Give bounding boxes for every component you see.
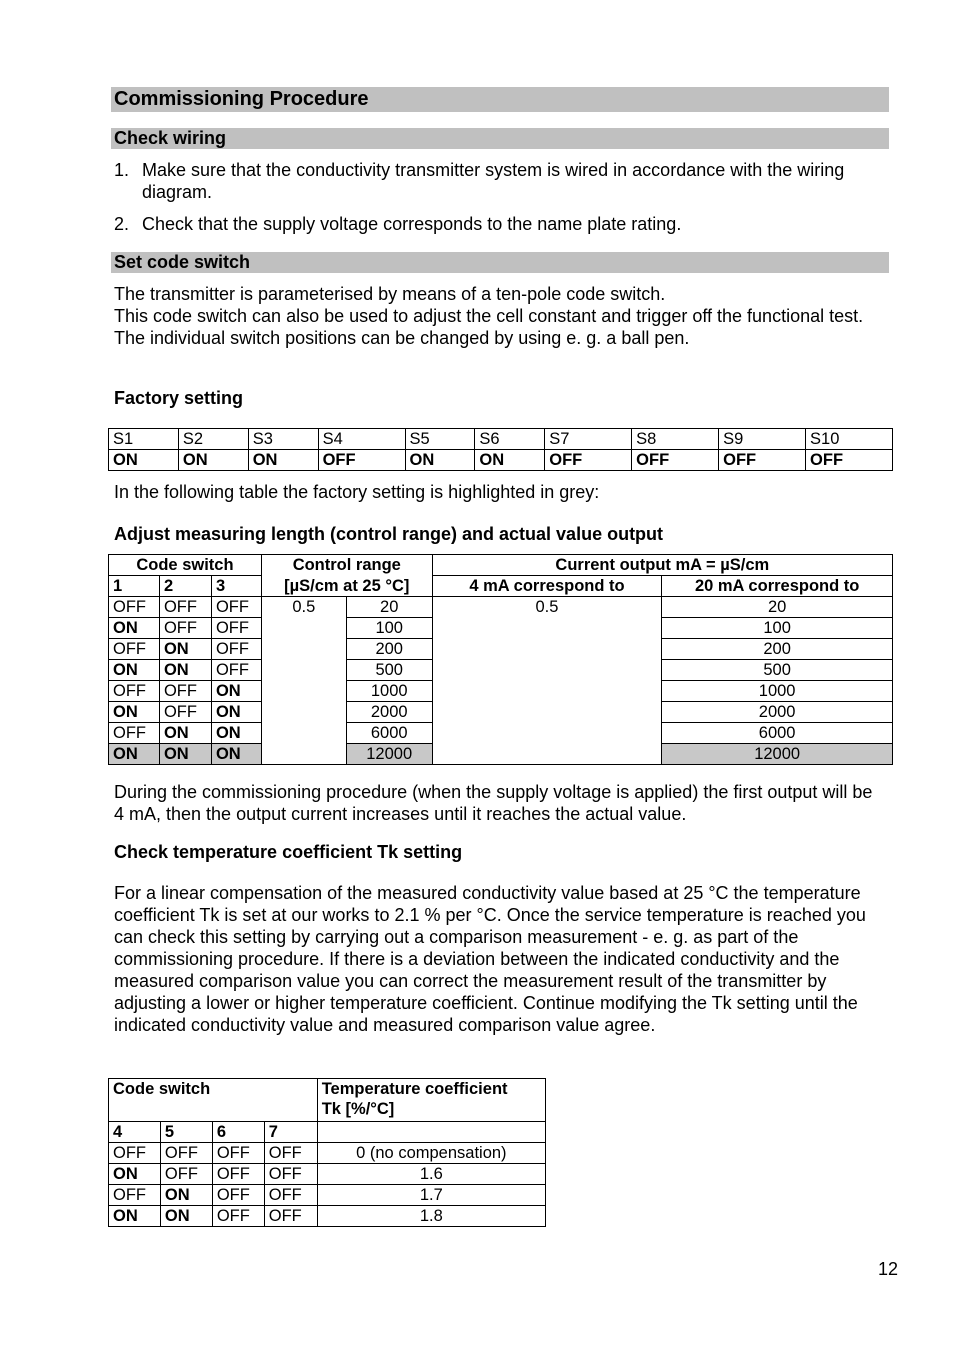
table-cell: OFF [109, 1185, 161, 1206]
table-cell: OFF [264, 1206, 317, 1227]
table-cell: 0 (no compensation) [317, 1143, 545, 1164]
header-control-range: Control range [261, 555, 432, 576]
table-cell: OFF [109, 639, 160, 660]
section-heading-check-wiring: Check wiring [111, 128, 889, 149]
table-cell: 20 [662, 597, 893, 618]
table-cell: OFF [159, 618, 211, 639]
table-cell: 5 [160, 1122, 212, 1143]
table-cell: OFF [545, 450, 632, 471]
table-row [109, 429, 893, 450]
table-cell: OFF [806, 450, 893, 471]
list-text: Check that the supply voltage corresponds to the name plate rating. [142, 214, 682, 234]
header-20ma: 20 mA correspond to [662, 576, 893, 597]
table-cell: S2 [178, 429, 248, 450]
table-cell: OFF [719, 450, 806, 471]
factory-setting-table [108, 428, 893, 471]
header-temperature-coefficient [317, 1079, 545, 1122]
factory-note: In the following table the factory setting is highlighted in grey: [114, 482, 600, 502]
table-cell: OFF [211, 597, 261, 618]
table-cell: 4 [109, 1122, 161, 1143]
table-row [109, 1079, 546, 1122]
table-cell: 500 [346, 660, 432, 681]
table-cell: ON [109, 618, 160, 639]
header-code-switch: Code switch [109, 555, 262, 576]
table-cell: OFF [109, 597, 160, 618]
table-cell: 2000 [662, 702, 893, 723]
table-cell: OFF [211, 660, 261, 681]
measuring-table [108, 554, 893, 765]
table-cell: OFF [159, 681, 211, 702]
table-cell: S7 [545, 429, 632, 450]
table-cell: OFF [264, 1185, 317, 1206]
tk-table [108, 1078, 546, 1227]
table-cell: 1000 [662, 681, 893, 702]
code-switch-description [114, 283, 884, 349]
factory-setting-heading: Factory setting [114, 388, 244, 408]
table-cell: OFF [211, 618, 261, 639]
output-low-cell: 0.5 [432, 597, 662, 765]
header-4ma: 4 mA correspond to [432, 576, 662, 597]
table-cell: S5 [405, 429, 475, 450]
table-cell: 2 [159, 576, 211, 597]
paragraph: The transmitter is parameterised by means of a ten-pole code switch. [114, 284, 666, 304]
header-line: Tk [%/°C] [321, 1100, 395, 1118]
table-cell: S1 [109, 429, 179, 450]
table-cell: ON [109, 1164, 161, 1185]
table-cell: ON [109, 744, 160, 765]
paragraph: This code switch can also be used to adjust the cell constant and trigger off the functional test. [114, 306, 864, 326]
table-cell: 6 [212, 1122, 264, 1143]
table-cell: OFF [318, 450, 405, 471]
section-heading-set-code-switch: Set code switch [111, 252, 889, 273]
table-cell: 2000 [346, 702, 432, 723]
table-cell: 200 [662, 639, 893, 660]
table-cell: 6000 [662, 723, 893, 744]
table-cell: 20 [346, 597, 432, 618]
list-item [114, 213, 874, 235]
table-cell: 200 [346, 639, 432, 660]
table-cell: ON [248, 450, 318, 471]
header-line: Temperature coefficient [321, 1080, 508, 1098]
table-cell: S9 [719, 429, 806, 450]
table-cell: ON [475, 450, 545, 471]
table-cell: 7 [264, 1122, 317, 1143]
table-cell: OFF [159, 702, 211, 723]
header-code-switch: Code switch [109, 1079, 318, 1122]
table-row [109, 555, 893, 576]
paragraph: The individual switch positions can be changed by using e. g. a ball pen. [114, 328, 690, 348]
table-cell: S3 [248, 429, 318, 450]
table-cell: ON [211, 723, 261, 744]
table-cell: OFF [632, 450, 719, 471]
table-cell: 1000 [346, 681, 432, 702]
header-control-unit: [µS/cm at 25 °C] [261, 576, 432, 597]
header-current-output: Current output mA = µS/cm [432, 555, 892, 576]
tk-paragraph: For a linear compensation of the measured conductivity value based at 25 °C the temperature coefficient Tk is set at our works to 2.1 % per °C. Once the service temperature is reached you can check this setting by carrying out a comparison measurement - e. g. as part of the commissioning procedure. If there is a deviation between the indicated conductivity and the measured comparison value you can correct the measurement result of the transmitter by adjusting a lower or higher temperature coefficient. Continue modifying the Tk setting until the indicated conductivity value and measured comparison value agree. [114, 883, 866, 1035]
table-cell: OFF [109, 723, 160, 744]
table-cell: 12000 [346, 744, 432, 765]
table-cell: 1 [109, 576, 160, 597]
table-cell: OFF [264, 1143, 317, 1164]
table-cell: 12000 [662, 744, 893, 765]
table-cell: ON [159, 639, 211, 660]
table-cell: ON [159, 723, 211, 744]
table-cell: OFF [212, 1206, 264, 1227]
table-cell: OFF [212, 1164, 264, 1185]
table-row [109, 597, 893, 618]
table-cell: OFF [109, 681, 160, 702]
table-cell: OFF [109, 1143, 161, 1164]
table-cell: 1.6 [317, 1164, 545, 1185]
table-cell: 6000 [346, 723, 432, 744]
table-cell: S10 [806, 429, 893, 450]
table-row [109, 1143, 546, 1164]
table-cell: ON [211, 744, 261, 765]
table-cell: OFF [264, 1164, 317, 1185]
measuring-note: During the commissioning procedure (when the supply voltage is applied) the first output will be 4 mA, then the output current increases until it reaches the actual value. [114, 782, 873, 824]
table-cell: 100 [346, 618, 432, 639]
table-row [109, 1164, 546, 1185]
table-cell: ON [159, 744, 211, 765]
table-cell: ON [211, 681, 261, 702]
table-cell: S6 [475, 429, 545, 450]
table-cell: ON [160, 1206, 212, 1227]
table-cell: ON [405, 450, 475, 471]
table-cell: S4 [318, 429, 405, 450]
table-cell: ON [109, 1206, 161, 1227]
table-cell: 1.8 [317, 1206, 545, 1227]
page-title: Commissioning Procedure [111, 87, 889, 112]
table-cell: 500 [662, 660, 893, 681]
range-low-cell: 0.5 [261, 597, 346, 765]
table-cell: OFF [159, 597, 211, 618]
measuring-heading: Adjust measuring length (control range) and actual value output [114, 524, 664, 544]
table-cell: ON [109, 450, 179, 471]
table-row [109, 1122, 546, 1143]
page-number: 12 [878, 1259, 899, 1279]
list-number: 2. [114, 214, 130, 234]
table-cell: OFF [212, 1143, 264, 1164]
table-cell: ON [211, 702, 261, 723]
table-row [109, 1206, 546, 1227]
table-cell: ON [178, 450, 248, 471]
table-row [109, 576, 893, 597]
table-cell: 100 [662, 618, 893, 639]
list-text: Make sure that the conductivity transmitter system is wired in accordance with the wiring diagram. [142, 160, 845, 202]
table-cell: ON [109, 702, 160, 723]
tk-heading: Check temperature coefficient Tk setting [114, 842, 463, 862]
table-row [109, 450, 893, 471]
list-item [114, 159, 874, 203]
table-cell [317, 1122, 545, 1143]
table-cell: ON [109, 660, 160, 681]
table-cell: ON [160, 1185, 212, 1206]
table-cell: ON [159, 660, 211, 681]
table-cell: 1.7 [317, 1185, 545, 1206]
table-row [109, 1185, 546, 1206]
list-number: 1. [114, 160, 130, 180]
table-cell: OFF [212, 1185, 264, 1206]
table-cell: 3 [211, 576, 261, 597]
table-cell: OFF [211, 639, 261, 660]
table-cell: OFF [160, 1164, 212, 1185]
table-cell: OFF [160, 1143, 212, 1164]
table-cell: S8 [632, 429, 719, 450]
